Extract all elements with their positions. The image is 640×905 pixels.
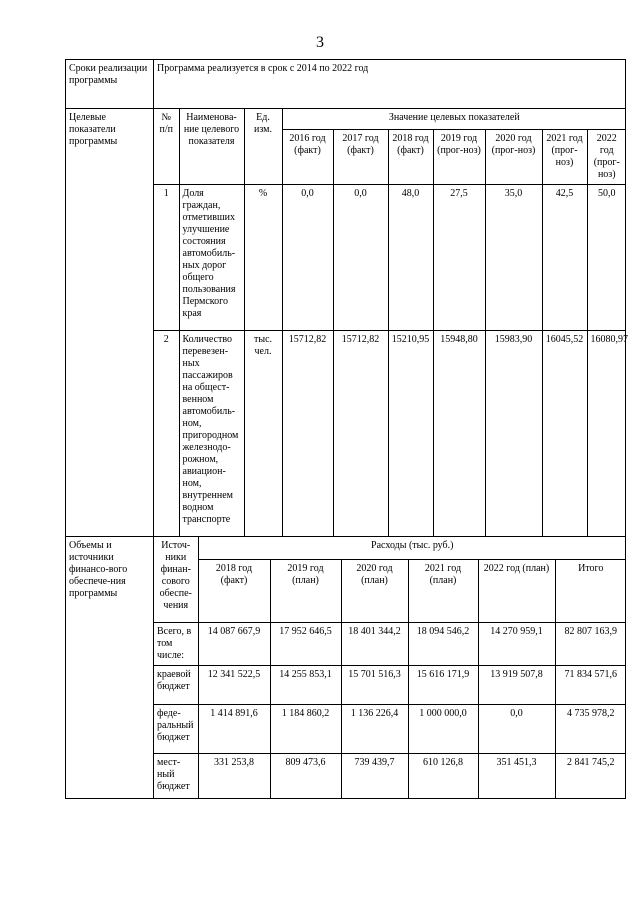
year-header: 2016 год (факт) xyxy=(282,130,333,185)
finance-value: 14 270 959,1 xyxy=(478,623,555,666)
col-values-header: Значение целевых показателей xyxy=(282,109,626,130)
indicator-name: Доля граждан, отметивших улучшение состояния автомобиль-ных дорог общего пользования Пермского края xyxy=(179,185,244,331)
col-expenses-header: Расходы (тыс. руб.) xyxy=(198,537,626,560)
table-row xyxy=(154,754,626,799)
finance-value: 71 834 571,6 xyxy=(555,666,626,705)
indicator-value: 0,0 xyxy=(282,185,333,331)
finance-value: 2 841 745,2 xyxy=(555,754,626,799)
indicator-value: 16080,97 xyxy=(587,331,626,537)
col-unit-header: Ед. изм. xyxy=(244,109,282,185)
col-source-header: Источ-ники финан-сового обеспе-чения xyxy=(154,537,198,623)
finance-value: 15 616 171,9 xyxy=(408,666,478,705)
indicator-value: 0,0 xyxy=(333,185,388,331)
indicator-value: 16045,52 xyxy=(542,331,587,537)
col-num-header: № п/п xyxy=(154,109,179,185)
indicator-value: 27,5 xyxy=(433,185,485,331)
finance-source: Всего, в том числе: xyxy=(154,623,198,666)
finance-value: 14 087 667,9 xyxy=(198,623,270,666)
finance-value: 82 807 163,9 xyxy=(555,623,626,666)
program-passport-table xyxy=(65,59,626,799)
targets-table xyxy=(154,109,626,536)
finance-value: 14 255 853,1 xyxy=(270,666,341,705)
period-text: Программа реализуется в срок с 2014 по 2022 год xyxy=(154,60,626,109)
indicator-value: 35,0 xyxy=(485,185,542,331)
finance-row xyxy=(66,537,626,799)
finance-value: 17 952 646,5 xyxy=(270,623,341,666)
finance-table xyxy=(154,537,626,798)
finance-value: 12 341 522,5 xyxy=(198,666,270,705)
finance-value: 4 735 978,2 xyxy=(555,705,626,754)
year-header: 2019 год (план) xyxy=(270,560,341,623)
page-number: 3 xyxy=(316,34,324,51)
table-row xyxy=(154,666,626,705)
finance-value: 739 439,7 xyxy=(341,754,408,799)
finance-label: Объемы и источники финансо-вого обеспече-ния программы xyxy=(66,537,154,799)
row-num: 1 xyxy=(154,185,179,331)
targets-row xyxy=(66,109,626,537)
finance-value: 610 126,8 xyxy=(408,754,478,799)
finance-source: краевой бюджет xyxy=(154,666,198,705)
finance-value: 1 000 000,0 xyxy=(408,705,478,754)
finance-value: 1 414 891,6 xyxy=(198,705,270,754)
finance-value: 331 253,8 xyxy=(198,754,270,799)
year-header: 2022 год (план) xyxy=(478,560,555,623)
finance-value: 18 094 546,2 xyxy=(408,623,478,666)
finance-value: 0,0 xyxy=(478,705,555,754)
targets-label: Целевые показатели программы xyxy=(66,109,154,537)
year-header: 2017 год (факт) xyxy=(333,130,388,185)
year-header: 2022 год (прог-ноз) xyxy=(587,130,626,185)
finance-value: 18 401 344,2 xyxy=(341,623,408,666)
finance-value: 15 701 516,3 xyxy=(341,666,408,705)
indicator-value: 42,5 xyxy=(542,185,587,331)
indicator-unit: тыс. чел. xyxy=(244,331,282,537)
table-row xyxy=(154,623,626,666)
indicator-value: 15948,80 xyxy=(433,331,485,537)
period-label: Сроки реализации программы xyxy=(66,60,154,109)
indicator-value: 15712,82 xyxy=(282,331,333,537)
indicator-value: 15210,95 xyxy=(388,331,433,537)
finance-value: 351 451,3 xyxy=(478,754,555,799)
finance-source: феде-ральный бюджет xyxy=(154,705,198,754)
indicator-value: 48,0 xyxy=(388,185,433,331)
indicator-unit: % xyxy=(244,185,282,331)
table-row xyxy=(154,185,626,331)
indicator-value: 15983,90 xyxy=(485,331,542,537)
year-header: 2021 год (план) xyxy=(408,560,478,623)
year-header: 2020 год (прог-ноз) xyxy=(485,130,542,185)
year-header: 2020 год (план) xyxy=(341,560,408,623)
indicator-value: 50,0 xyxy=(587,185,626,331)
year-header: 2018 год (факт) xyxy=(388,130,433,185)
table-row xyxy=(154,331,626,537)
finance-value: 1 136 226,4 xyxy=(341,705,408,754)
year-header: 2021 год (прог-ноз) xyxy=(542,130,587,185)
indicator-value: 15712,82 xyxy=(333,331,388,537)
year-header: Итого xyxy=(555,560,626,623)
finance-value: 809 473,6 xyxy=(270,754,341,799)
row-num: 2 xyxy=(154,331,179,537)
finance-source: мест-ный бюджет xyxy=(154,754,198,799)
year-header: 2018 год (факт) xyxy=(198,560,270,623)
period-row xyxy=(66,60,626,109)
finance-value: 1 184 860,2 xyxy=(270,705,341,754)
finance-value: 13 919 507,8 xyxy=(478,666,555,705)
indicator-name: Количество перевезен-ных пассажиров на общест-венном автомобиль-ном, пригородном железнодо-рожном, авиацион-ном, внутреннем водном транспорте xyxy=(179,331,244,537)
year-header: 2019 год (прог-ноз) xyxy=(433,130,485,185)
table-row xyxy=(154,705,626,754)
col-name-header: Наименова-ние целевого показателя xyxy=(179,109,244,185)
